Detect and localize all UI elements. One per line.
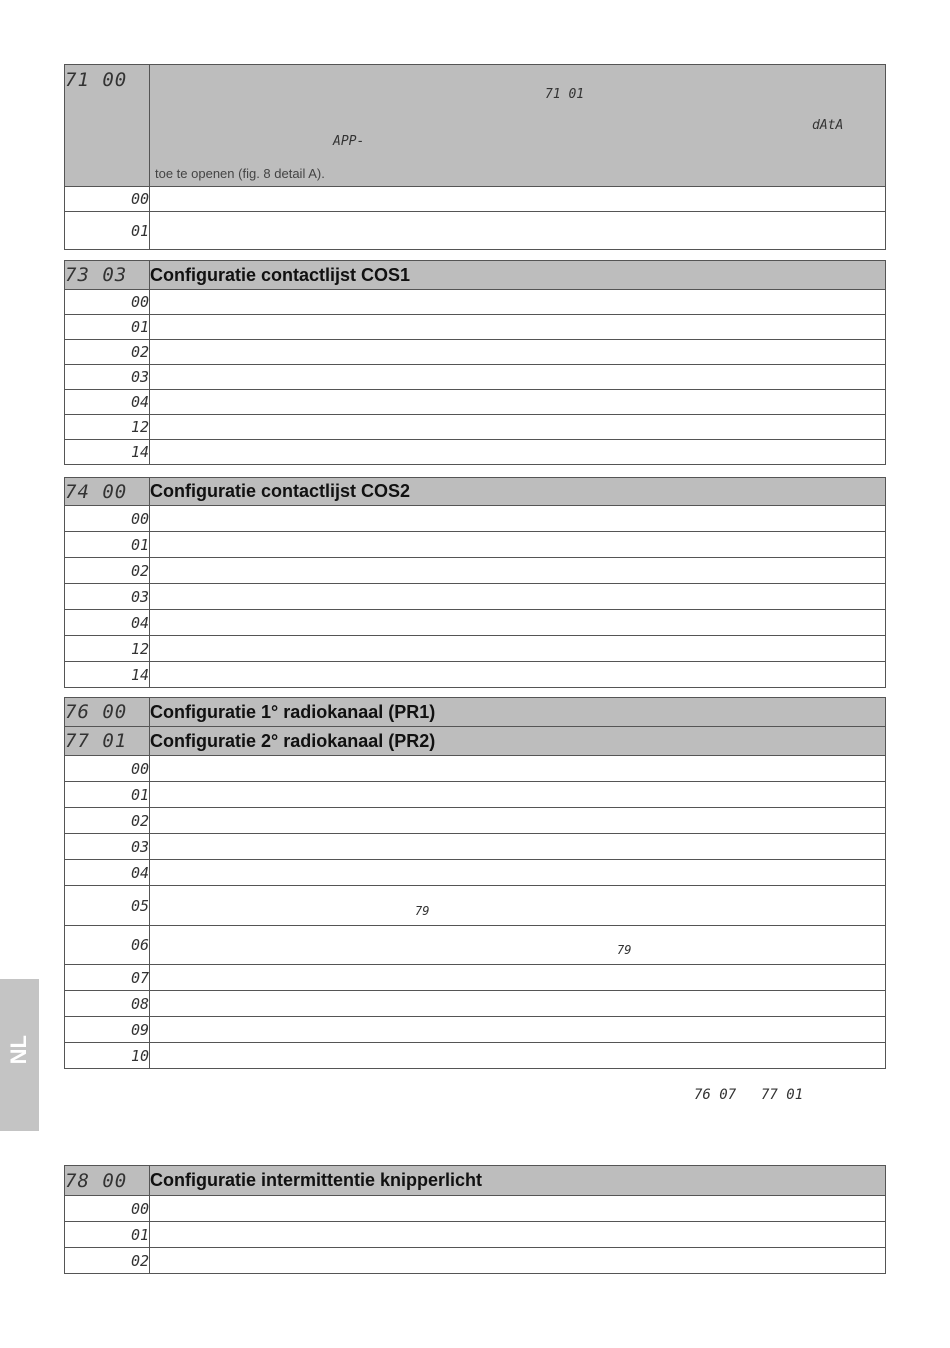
inline-code: dAtA <box>812 118 844 133</box>
value-description <box>150 1043 886 1069</box>
value-cell: 01 <box>65 315 150 340</box>
value-cell: 02 <box>65 558 150 584</box>
value-cell: 00 <box>65 290 150 315</box>
value-description <box>150 610 886 636</box>
value-cell: 10 <box>65 1043 150 1069</box>
value-cell: 12 <box>65 415 150 440</box>
value-description <box>150 390 886 415</box>
value-description <box>150 558 886 584</box>
param-title: Configuratie intermittentie knipperlicht <box>150 1166 886 1196</box>
value-cell: 00 <box>65 187 150 212</box>
value-cell: 05 <box>65 886 150 926</box>
value-cell: 02 <box>65 340 150 365</box>
value-cell: 00 <box>65 1196 150 1222</box>
value-description <box>150 440 886 465</box>
value-cell: 06 <box>65 926 150 965</box>
value-description <box>150 290 886 315</box>
param-title: Configuratie 2° radiokanaal (PR2) <box>150 727 886 756</box>
value-description <box>150 584 886 610</box>
value-cell: 09 <box>65 1017 150 1043</box>
param-table-7800 <box>64 1165 886 1274</box>
value-cell: 01 <box>65 1222 150 1248</box>
value-description <box>150 365 886 390</box>
param-table-7100 <box>64 64 886 250</box>
value-description <box>150 926 886 965</box>
param-code: 78 00 <box>65 1166 150 1196</box>
value-description <box>150 782 886 808</box>
value-description <box>150 756 886 782</box>
value-cell: 07 <box>65 965 150 991</box>
value-description <box>150 187 886 212</box>
inline-code: 71 01 <box>545 87 585 102</box>
value-description <box>150 532 886 558</box>
value-cell: 14 <box>65 440 150 465</box>
value-description <box>150 965 886 991</box>
value-cell: 08 <box>65 991 150 1017</box>
language-tab-label: NL <box>6 1035 31 1065</box>
value-description <box>150 1017 886 1043</box>
value-cell: 03 <box>65 584 150 610</box>
param-code: 73 03 <box>65 261 150 290</box>
value-description <box>150 991 886 1017</box>
value-description <box>150 886 886 926</box>
value-cell: 01 <box>65 532 150 558</box>
value-description <box>150 1248 886 1274</box>
value-description <box>150 212 886 250</box>
value-cell: 01 <box>65 782 150 808</box>
value-description <box>150 808 886 834</box>
value-cell: 04 <box>65 860 150 886</box>
value-description <box>150 340 886 365</box>
value-cell: 00 <box>65 506 150 532</box>
value-cell: 02 <box>65 1248 150 1274</box>
value-description <box>150 834 886 860</box>
param-title: Configuratie contactlijst COS1 <box>150 261 886 290</box>
value-description <box>150 636 886 662</box>
param-code: 77 01 <box>65 727 150 756</box>
inline-code: 79 <box>415 904 430 918</box>
value-cell: 04 <box>65 610 150 636</box>
value-description <box>150 415 886 440</box>
param-code: 74 00 <box>65 478 150 506</box>
param-code: 71 00 <box>65 65 150 187</box>
value-description <box>150 662 886 688</box>
value-description <box>150 860 886 886</box>
param-title: Configuratie 1° radiokanaal (PR1) <box>150 698 886 727</box>
value-cell: 02 <box>65 808 150 834</box>
value-cell: 00 <box>65 756 150 782</box>
inline-code: APP- <box>333 134 365 149</box>
value-cell: 03 <box>65 834 150 860</box>
value-cell: 04 <box>65 390 150 415</box>
value-description <box>150 1196 886 1222</box>
param-table-7303 <box>64 260 886 465</box>
note-code: 77 01 <box>761 1087 804 1103</box>
param-table-7400 <box>64 477 886 688</box>
param-table-7600 <box>64 697 886 1069</box>
language-tab <box>0 979 39 1131</box>
description-text: toe te openen (fig. 8 detail A). <box>155 166 325 181</box>
inline-code: 79 <box>617 943 632 957</box>
value-cell: 03 <box>65 365 150 390</box>
param-description <box>150 65 886 187</box>
value-description <box>150 1222 886 1248</box>
param-title: Configuratie contactlijst COS2 <box>150 478 886 506</box>
value-cell: 14 <box>65 662 150 688</box>
value-description <box>150 506 886 532</box>
value-cell: 01 <box>65 212 150 250</box>
value-description <box>150 315 886 340</box>
param-code: 76 00 <box>65 698 150 727</box>
value-cell: 12 <box>65 636 150 662</box>
note-code: 76 07 <box>694 1087 737 1103</box>
